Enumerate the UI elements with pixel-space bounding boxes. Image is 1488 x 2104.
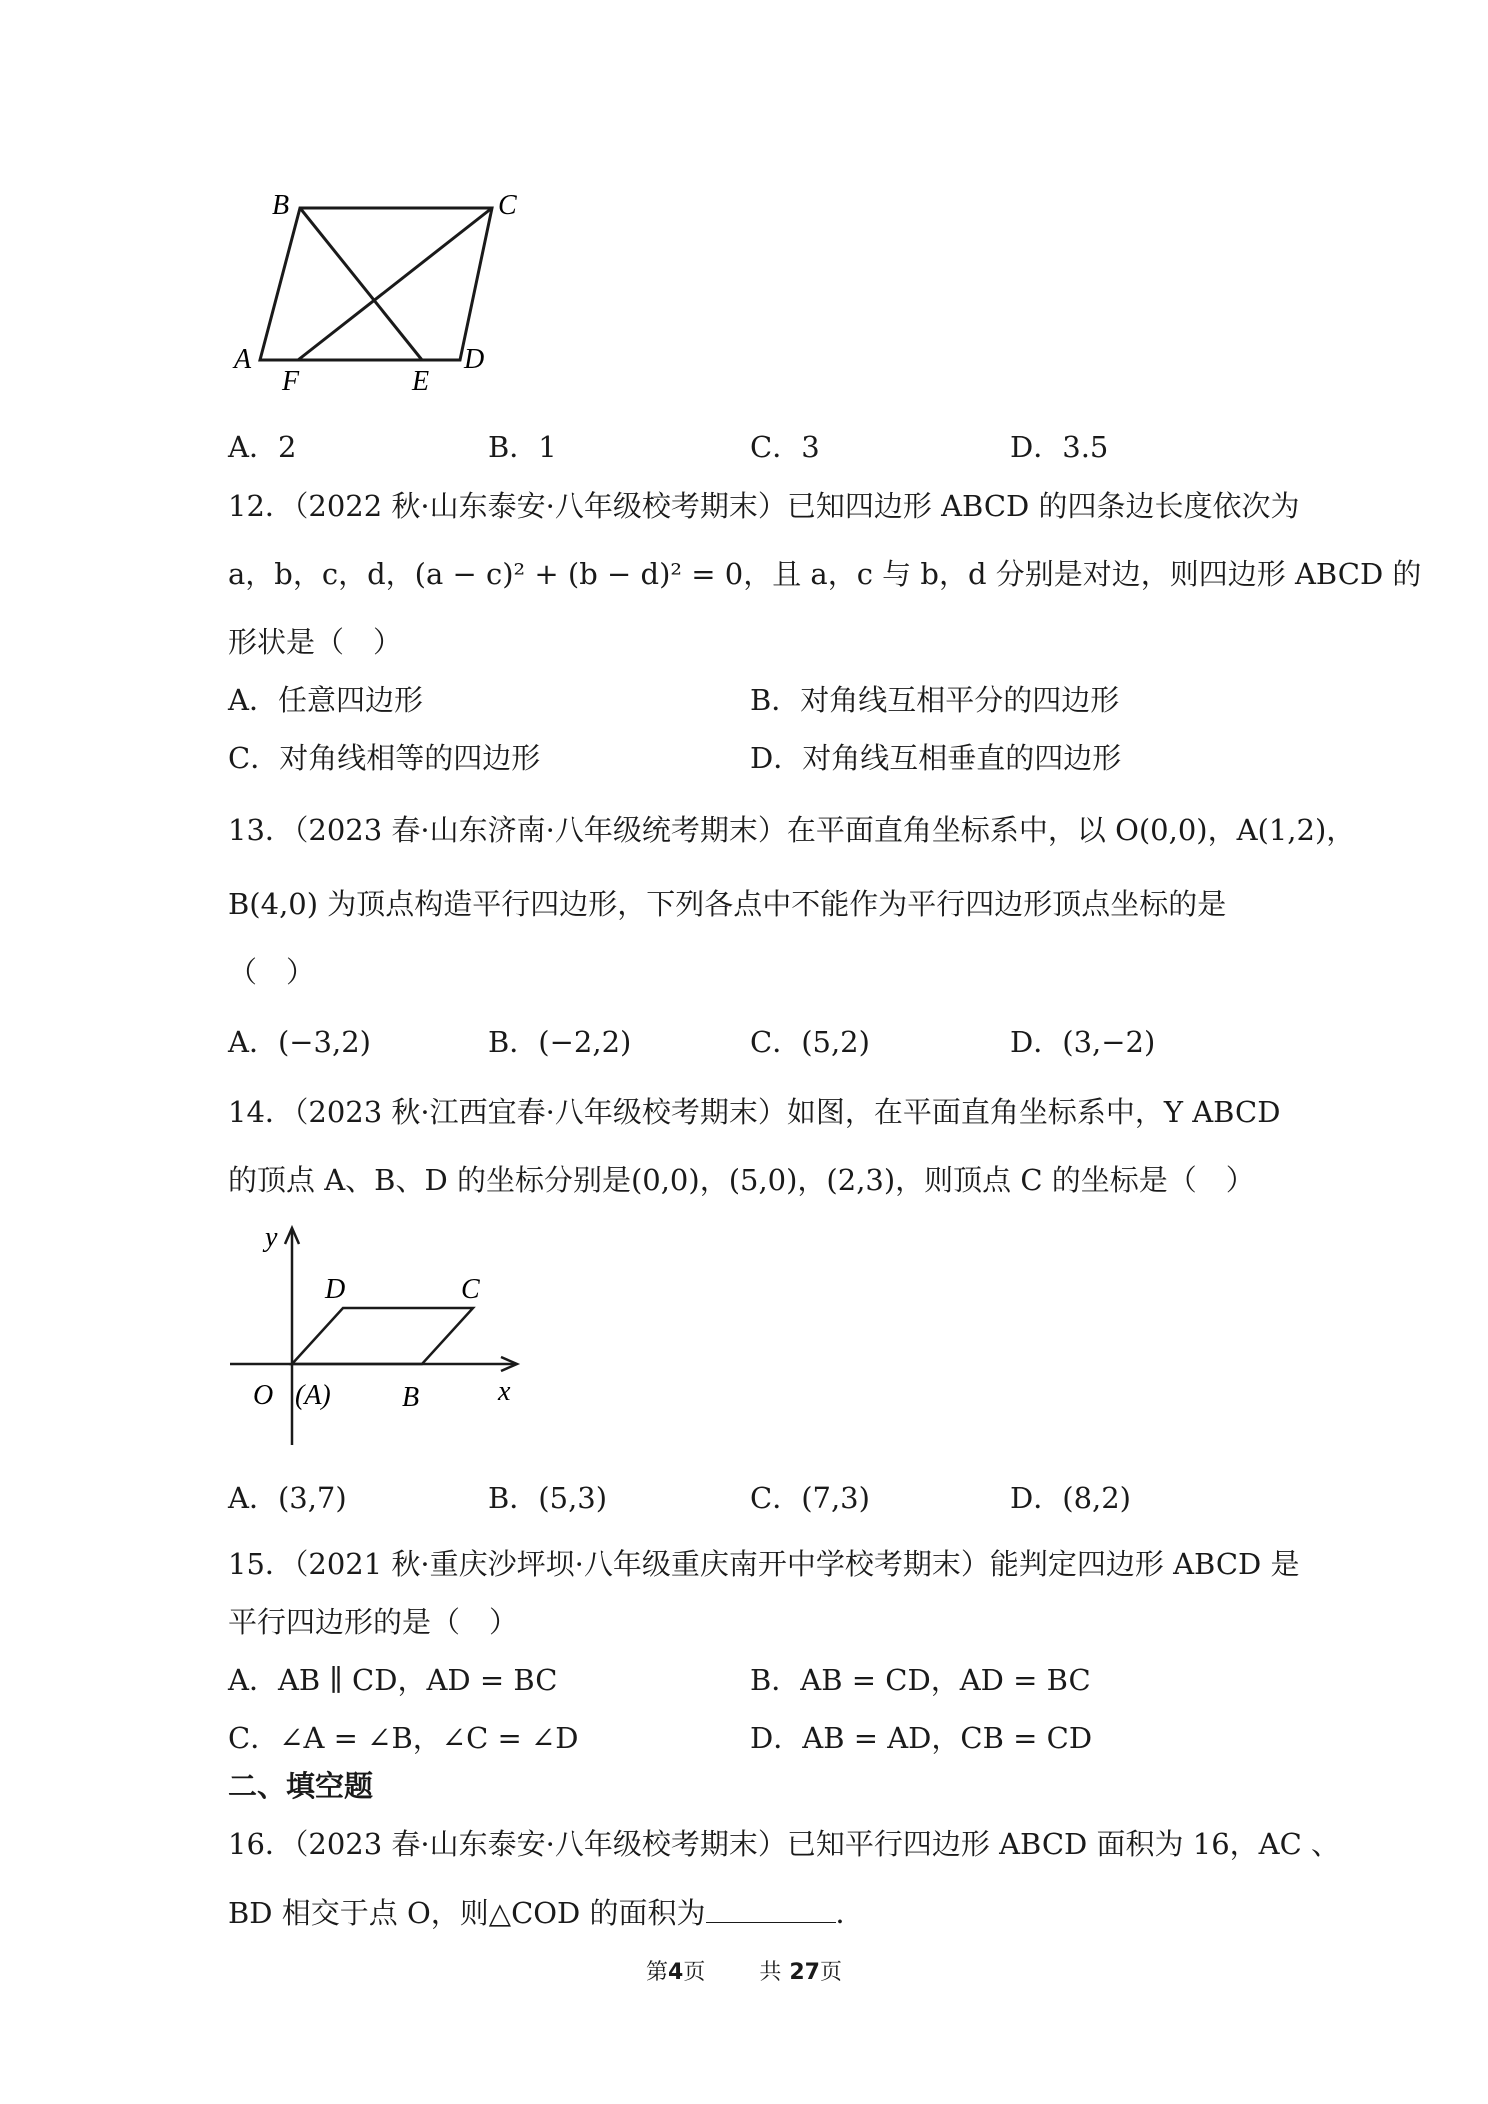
q12-option-b[interactable]: B．对角线互相平分的四边形 xyxy=(750,683,1120,717)
label-c: C xyxy=(461,1274,480,1305)
label-a: (A) xyxy=(295,1380,331,1411)
figure-coordinate-plane xyxy=(225,1220,525,1450)
footer-total-pages: 27 xyxy=(789,1960,820,1985)
q16-line-2 xyxy=(228,1898,865,1928)
footer-page-number: 4 xyxy=(668,1960,684,1985)
q15-option-b[interactable]: B．AB = CD，AD = BC xyxy=(750,1663,1091,1697)
q11-option-c[interactable]: C．3 xyxy=(750,430,820,464)
q12-option-c[interactable]: C．对角线相等的四边形 xyxy=(228,741,541,775)
q14-option-c[interactable]: C．(7,3) xyxy=(750,1481,870,1515)
q15-option-c[interactable]: C．∠A = ∠B，∠C = ∠D xyxy=(228,1721,579,1755)
footer-page-unit: 页 xyxy=(683,1960,706,1985)
segment-cf xyxy=(298,208,492,360)
q15-line-2: 平行四边形的是（ ） xyxy=(228,1605,519,1639)
q12-option-a[interactable]: A．任意四边形 xyxy=(228,683,423,717)
q13-option-a[interactable]: A．(−3,2) xyxy=(228,1025,371,1059)
q12-line-2: a，b，c，d，(a − c)² + (b − d)² = 0，且 a，c 与 b，d 分别是对边，则四边形 ABCD 的 xyxy=(228,557,1422,591)
q13-line-2: B(4,0) 为顶点构造平行四边形，下列各点中不能作为平行四边形顶点坐标的是 xyxy=(228,887,1227,921)
label-a: A xyxy=(234,344,252,375)
q15-option-a[interactable]: A．AB ∥ CD，AD = BC xyxy=(228,1663,558,1697)
q16-line-1: 16．（2023 春·山东泰安·八年级校考期末）已知平行四边形 ABCD 面积为 16，AC 、 xyxy=(228,1827,1340,1861)
figure-parallelogram-1 xyxy=(220,190,540,410)
axis-label-x: x xyxy=(498,1376,511,1407)
label-c: C xyxy=(498,190,517,221)
q14-line-2: 的顶点 A、B、D 的坐标分别是(0,0)，(5,0)，(2,3)，则顶点 C 的坐标是（ ） xyxy=(228,1163,1255,1197)
q16-line-2-text: BD 相交于点 O，则△COD 的面积为 xyxy=(228,1896,706,1930)
q14-line-1: 14．（2023 秋·江西宜春·八年级校考期末）如图，在平面直角坐标系中，Y ABCD xyxy=(228,1095,1281,1129)
footer-total-prefix: 共 xyxy=(759,1960,782,1985)
q14-option-a[interactable]: A．(3,7) xyxy=(228,1481,347,1515)
q13-line-1: 13．（2023 春·山东济南·八年级统考期末）在平面直角坐标系中，以 O(0,0)，A(1,2)， xyxy=(228,813,1356,847)
label-e: E xyxy=(412,366,430,397)
label-b: B xyxy=(402,1382,420,1413)
q13-option-d[interactable]: D．(3,−2) xyxy=(1010,1025,1156,1059)
q15-line-1: 15．（2021 秋·重庆沙坪坝·八年级重庆南开中学校考期末）能判定四边形 ABCD 是 xyxy=(228,1547,1300,1581)
q11-option-d[interactable]: D．3.5 xyxy=(1010,430,1109,464)
q11-option-a[interactable]: A．2 xyxy=(228,430,297,464)
section-heading: 二、填空题 xyxy=(228,1769,374,1803)
footer-prefix: 第 xyxy=(646,1960,669,1985)
page-footer xyxy=(0,1955,1488,1986)
q16-line-2-end: ． xyxy=(835,1896,865,1930)
q12-line-3: 形状是（ ） xyxy=(228,625,403,659)
label-d: D xyxy=(325,1274,346,1305)
label-o: O xyxy=(253,1380,274,1411)
q12-line-1: 12．（2022 秋·山东泰安·八年级校考期末）已知四边形 ABCD 的四条边长度依次为 xyxy=(228,489,1300,523)
label-f: F xyxy=(282,366,300,397)
axis-label-y: y xyxy=(265,1222,278,1253)
segment-be xyxy=(300,208,422,360)
parallelogram-abcd-coord xyxy=(292,1308,473,1364)
q13-option-b[interactable]: B．(−2,2) xyxy=(488,1025,632,1059)
footer-total-unit: 页 xyxy=(819,1960,842,1985)
q12-option-d[interactable]: D．对角线互相垂直的四边形 xyxy=(750,741,1122,775)
q13-option-c[interactable]: C．(5,2) xyxy=(750,1025,870,1059)
q13-line-3: （ ） xyxy=(228,955,316,989)
q11-option-b[interactable]: B．1 xyxy=(488,430,557,464)
q14-option-d[interactable]: D．(8,2) xyxy=(1010,1481,1131,1515)
q15-option-d[interactable]: D．AB = AD，CB = CD xyxy=(750,1721,1093,1755)
answer-blank[interactable] xyxy=(706,1898,836,1923)
parallelogram-abcd xyxy=(260,208,492,360)
q14-option-b[interactable]: B．(5,3) xyxy=(488,1481,608,1515)
label-b: B xyxy=(272,190,290,221)
label-d: D xyxy=(464,344,485,375)
